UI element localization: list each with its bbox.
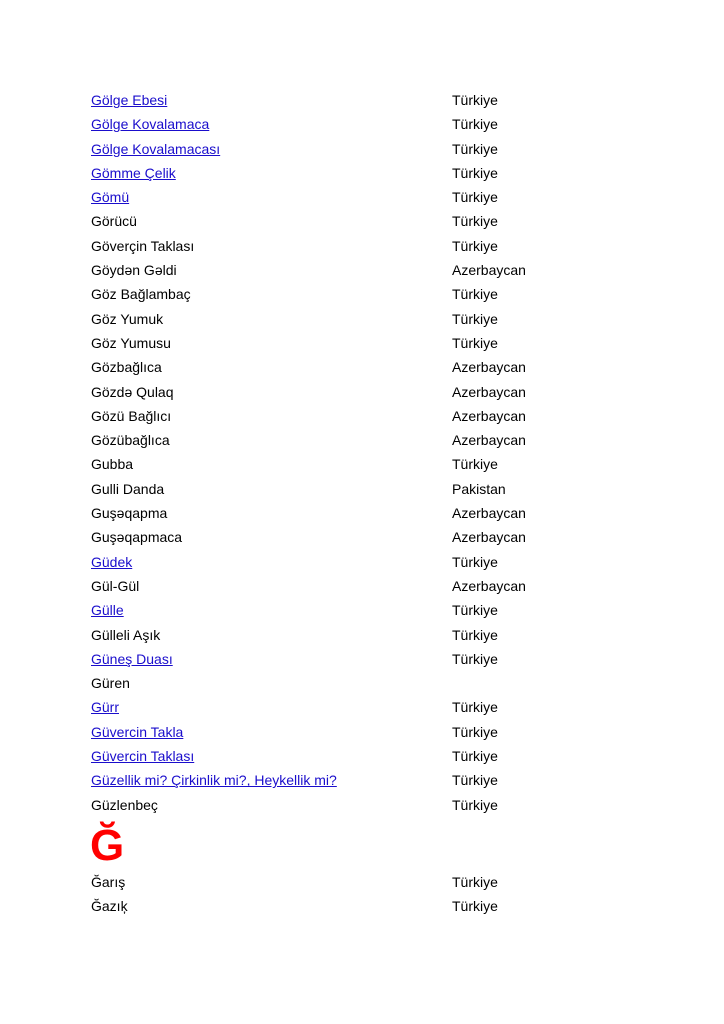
game-name: Gül-Gül (91, 577, 140, 594)
list-item (91, 282, 651, 306)
list-item (91, 380, 651, 404)
game-list (91, 88, 651, 817)
list-item (91, 185, 651, 209)
list-item (91, 671, 651, 695)
country-label: Türkiye (452, 116, 498, 133)
country-label: Türkiye (452, 772, 498, 789)
list-item (91, 501, 651, 525)
game-name-link[interactable]: Gölge Kovalamacası (91, 140, 221, 157)
list-item (91, 744, 651, 768)
country-label: Türkiye (452, 310, 498, 327)
game-name-link[interactable]: Güzellik mi? Çirkinlik mi?, Heykellik mi? (91, 772, 337, 789)
game-name-link[interactable]: Gülle (91, 602, 124, 619)
list-item (91, 623, 651, 647)
country-label: Pakistan (452, 480, 506, 497)
game-name: Guşəqapma (91, 505, 168, 522)
country-label: Türkiye (452, 796, 498, 813)
list-item (91, 793, 651, 817)
game-name: Göz Bağlambaç (91, 286, 191, 303)
list-item (91, 720, 651, 744)
list-item (91, 258, 651, 282)
list-item (91, 428, 651, 452)
country-label: Türkiye (452, 553, 498, 570)
game-name: Guşəqapmaca (91, 529, 183, 546)
game-name: Gülleli Aşık (91, 626, 161, 643)
list-item (91, 161, 651, 185)
list-item (91, 234, 651, 258)
list-item (91, 331, 651, 355)
country-label: Azerbaycan (452, 407, 526, 424)
country-label: Türkiye (452, 92, 498, 108)
list-item (91, 870, 651, 894)
game-name: Gözübağlıca (91, 432, 170, 449)
game-name: Görücü (91, 213, 137, 230)
country-label: Türkiye (452, 898, 498, 915)
country-label: Türkiye (452, 602, 498, 619)
game-name: Göz Yumusu (91, 334, 171, 351)
country-label: Azerbaycan (452, 262, 526, 279)
game-name: Gulli Danda (91, 480, 165, 497)
game-name: Göydən Gəldi (91, 262, 177, 279)
country-label: Azerbaycan (452, 383, 526, 400)
country-label: Türkiye (452, 650, 498, 667)
country-label: Türkiye (452, 748, 498, 765)
country-label: Azerbaycan (452, 577, 526, 594)
list-item (91, 525, 651, 549)
list-item (91, 768, 651, 792)
section-game-list (91, 870, 651, 919)
game-name-link[interactable]: Güneş Duası (91, 650, 173, 667)
country-label: Azerbaycan (452, 505, 526, 522)
list-item (91, 477, 651, 501)
game-name: Gözü Bağlıcı (91, 407, 172, 424)
country-label: Türkiye (452, 213, 498, 230)
game-name: Gözdə Qulaq (91, 383, 174, 400)
list-item (91, 209, 651, 233)
list-item (91, 574, 651, 598)
list-item (91, 88, 651, 112)
game-name: Göverçin Taklası (91, 237, 195, 254)
country-label: Türkiye (452, 874, 498, 890)
list-item (91, 647, 651, 671)
game-name: Göz Yumuk (91, 310, 164, 327)
country-label: Türkiye (452, 189, 498, 206)
game-name: Gubba (91, 456, 134, 473)
game-name: Ğarış (91, 874, 126, 890)
section-letter-heading: Ğ (90, 821, 125, 870)
game-name-link[interactable]: Gürr (91, 699, 119, 716)
country-label: Türkiye (452, 237, 498, 254)
game-name-link[interactable]: Gölge Ebesi (91, 92, 168, 108)
game-name-link[interactable]: Güvercin Taklası (91, 748, 195, 765)
game-name-link[interactable]: Gömme Çelik (91, 164, 176, 181)
game-name: Ğazıķ (91, 898, 128, 915)
country-label: Azerbaycan (452, 529, 526, 546)
game-name-link[interactable]: Gömü (91, 189, 130, 206)
country-label: Türkiye (452, 164, 498, 181)
game-name-link[interactable]: Gölge Kovalamaca (91, 116, 210, 133)
country-label: Türkiye (452, 334, 498, 351)
list-item (91, 598, 651, 622)
country-label: Türkiye (452, 456, 498, 473)
country-label: Türkiye (452, 723, 498, 740)
list-item (91, 404, 651, 428)
list-item (91, 695, 651, 719)
country-label: Azerbaycan (452, 432, 526, 449)
game-name: Güren (91, 675, 130, 692)
list-item (91, 137, 651, 161)
list-item (91, 112, 651, 136)
list-item (91, 307, 651, 331)
list-item (91, 355, 651, 379)
country-label: Türkiye (452, 699, 498, 716)
game-name-link[interactable]: Güvercin Takla (91, 723, 184, 740)
list-item (91, 894, 651, 918)
country-label: Türkiye (452, 140, 498, 157)
country-label: Türkiye (452, 286, 498, 303)
country-label: Türkiye (452, 626, 498, 643)
game-name-link[interactable]: Güdek (91, 553, 133, 570)
country-label: Azerbaycan (452, 359, 526, 376)
list-item (91, 550, 651, 574)
game-name: Gözbağlıca (91, 359, 162, 376)
game-name: Güzlenbeç (91, 796, 158, 813)
list-item (91, 452, 651, 476)
